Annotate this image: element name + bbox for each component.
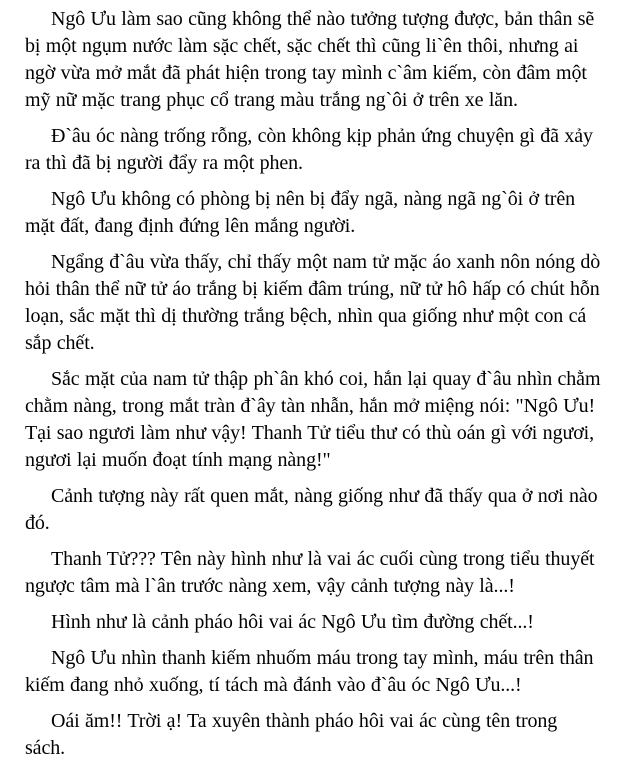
paragraph: Đ`âu óc nàng trống rỗng, còn không kịp phản ứng chuyện gì đã xảy ra thì đã bị người đẩy ra một phen. [25, 125, 593, 174]
paragraph: Hình như là cảnh pháo hôi vai ác Ngô Ưu tìm đường chết...! [51, 611, 534, 633]
paragraph: Ngô Ưu làm sao cũng không thể nào tưởng tượng được, bản thân sẽ bị một ngụm nước làm sặc chết, sặc chết thì cũng li`ên thôi, nhưng ai ngờ vừa mở mắt đã phát hiện trong tay mình c`âm kiếm, còn đâm một mỹ nữ mặc trang phục cổ trang màu trắng ng`ôi ở trên xe lăn. [25, 8, 595, 111]
paragraph: Thanh Tử??? Tên này hình như là vai ác cuối cùng trong tiểu thuyết ngược tâm mà l`ân trước nàng xem, vậy cảnh tượng này là...! [25, 548, 595, 597]
paragraph: Sắc mặt của nam tử thập ph`ân khó coi, hắn lại quay đ`âu nhìn chằm chằm nàng, trong mắt tràn đ`ây tàn nhẫn, hắn mở miệng nói: "Ngô Ưu! Tại sao ngươi làm như vậy! Thanh Tử tiểu thư có thù oán gì với ngươi, ngươi lại muốn đoạt tính mạng nàng!" [25, 368, 601, 471]
paragraph: Oái ăm!! Trời ạ! Ta xuyên thành pháo hôi vai ác cùng tên trong sách. [25, 710, 558, 759]
paragraph: Ngô Ưu không có phòng bị nên bị đẩy ngã, nàng ngã ng`ôi ở trên mặt đất, đang định đứng lên mắng người. [25, 188, 576, 237]
paragraph: Ngẩng đ`âu vừa thấy, chỉ thấy một nam tử mặc áo xanh nôn nóng dò hỏi thân thể nữ tử áo trắng bị kiếm đâm trúng, nữ tử hô hấp có chút hỗn loạn, sắc mặt thì dị thường trắng bệch, nhìn qua giống như một con cá sắp chết. [25, 251, 601, 354]
paragraph: Ngô Ưu nhìn thanh kiếm nhuốm máu trong tay mình, máu trên thân kiếm đang nhỏ xuống, tí tách mà đánh vào đ`âu óc Ngô Ưu...! [25, 647, 594, 696]
paragraph: Cảnh tượng này rất quen mắt, nàng giống như đã thấy qua ở nơi nào đó. [25, 485, 598, 534]
